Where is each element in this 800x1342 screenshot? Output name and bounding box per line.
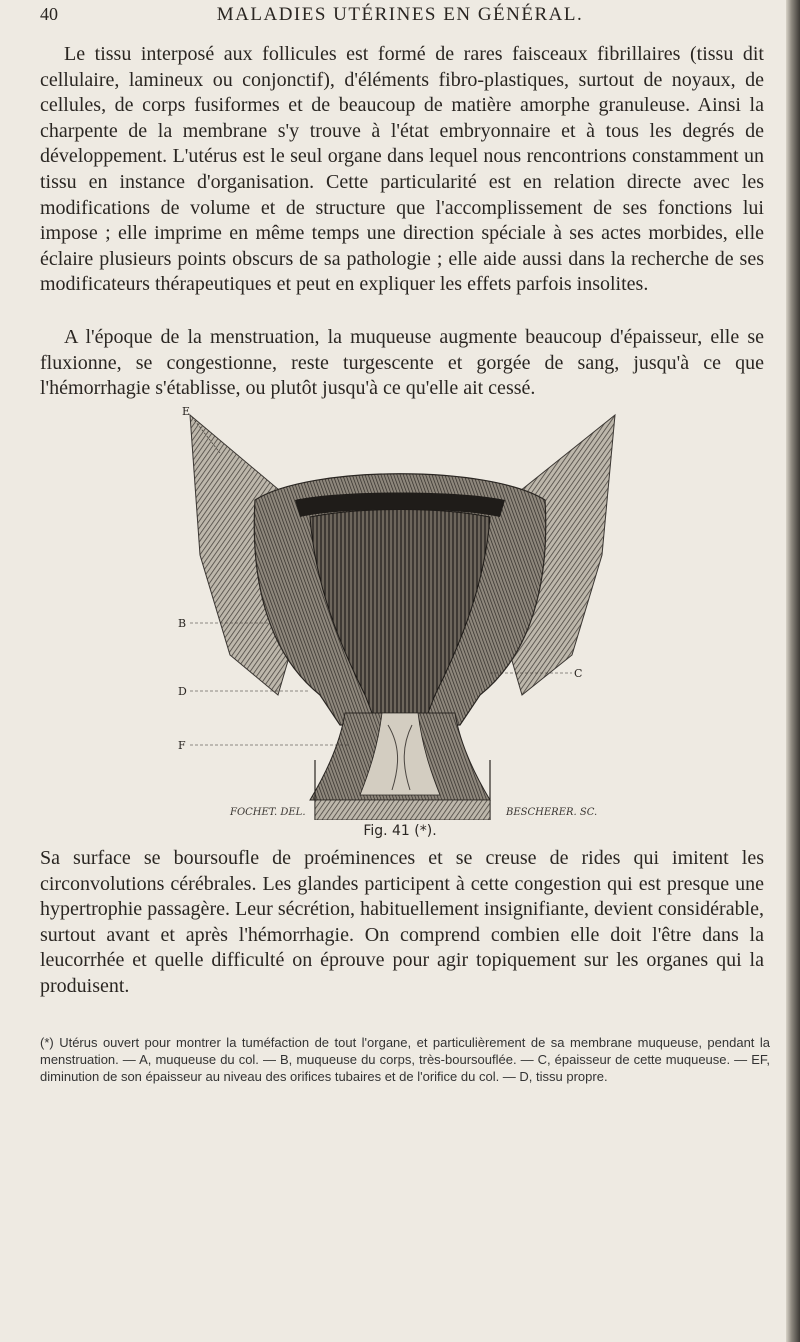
paragraph-1: Le tissu interposé aux follicules est formé de rares faisceaux fibrillaires (tissu dit cellulaire, lamineux ou conjonctif), d'éléments fibro-plastiques, surtout de noyaux, de cellules, de corps fusiformes et de beaucoup de matière amorphe granuleuse. Ainsi la charpente de la membrane s'y trouve à l'état embryonnaire et à tous les degrés de développement. L'utérus est le seul organe dans lequel nous rencontrions constamment un tissu en instance d'organisation. Cette particularité est en relation directe avec les modifications de volume et de structure que l'accomplissement de ses fonctions lui impose ; elle imprime en même temps une direction spéciale à ses actes morbides, elle éclaire plusieurs points obscurs de sa pathologie ; elle aide aussi dans la recherche de ses modificateurs thérapeutiques et peut en expliquer les effets parfois insolites. — [40, 43, 764, 296]
page-header — [40, 4, 760, 30]
paragraph-3: Sa surface se boursoufle de proéminences et se creuse de rides qui imitent les circonvolutions cérébrales. Les glandes participent à cette congestion qui est presque une hypertrophie passagère. Leur sécrétion, habituellement insignifiante, devient considérable, surtout avant et après l'hémorrhagie. On comprend combien elle doit l'être dans la leucorrhée et quelle difficulté on éprouve pour agir topiquement sur les organes qui la produisent. — [40, 847, 764, 997]
figure-caption: Fig. 41 (*). — [363, 823, 437, 839]
figure-label-e: E — [182, 405, 191, 418]
figure-label-f: F — [178, 739, 186, 752]
paragraph-2: A l'époque de la menstruation, la muqueuse augmente beaucoup d'épaisseur, elle se fluxionne, se congestionne, reste turgescente et gorgée de sang, jusqu'à ce que l'hémorrhagie s'établisse, ou plutôt jusqu'à ce qu'elle ait cessé. — [40, 326, 764, 400]
figure-label-d: D — [178, 685, 187, 698]
running-title: MALADIES UTÉRINES EN GÉNÉRAL. — [216, 4, 584, 25]
page-edge-shadow — [786, 0, 800, 1342]
uterus-illustration — [160, 395, 640, 820]
figure-label-c: C — [574, 667, 583, 680]
figure-label-b: B — [178, 617, 187, 630]
page-number: 40 — [40, 4, 58, 24]
engraver-signature-right: BESCHERER. SC. — [506, 807, 598, 818]
engraver-signature-left: FOCHET. DEL. — [230, 807, 306, 818]
footnote: (*) Utérus ouvert pour montrer la tuméfaction de tout l'organe, et particulièrement de sa membrane muqueuse, pendant la menstruation. — A, muqueuse du col. — B, muqueuse du corps, très-boursouflée. — C, épaisseur de cette muqueuse. — EF, diminution de son épaisseur au niveau des orifices tubaires et de l'orifice du col. — D, tissu propre. — [40, 1035, 770, 1084]
